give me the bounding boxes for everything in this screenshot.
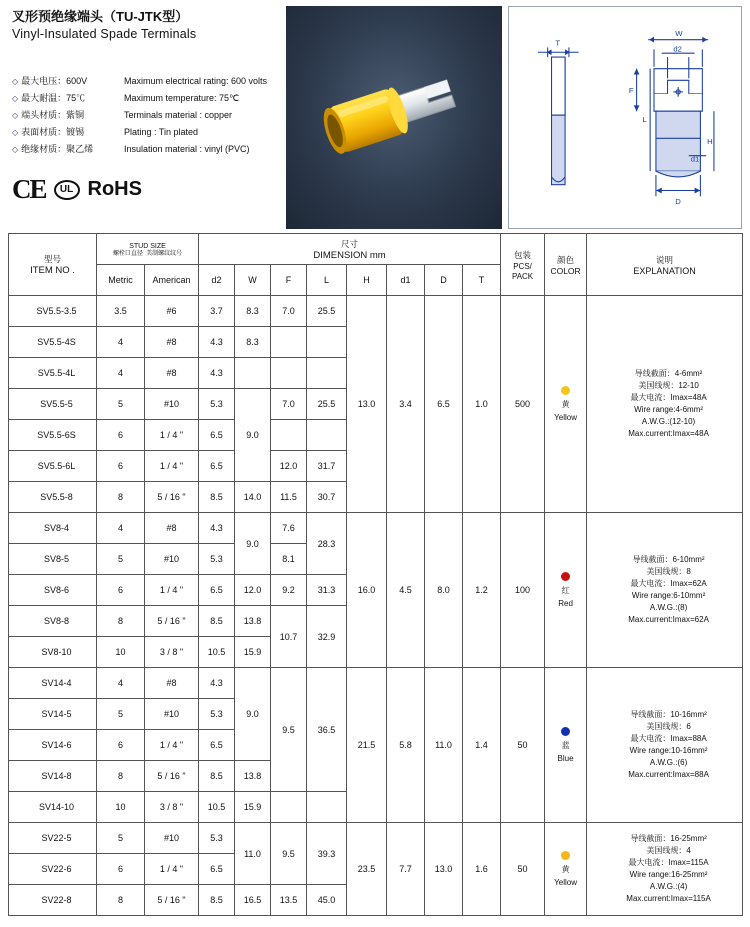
- cell-l: [307, 358, 347, 389]
- cell-american: #8: [145, 668, 199, 699]
- spec-label-en: Plating : Tin plated: [124, 127, 199, 137]
- cell-american: 1 / 4 ": [145, 451, 199, 482]
- cell-d2: 8.5: [199, 482, 235, 513]
- cell-item-no: SV14-10: [9, 792, 97, 823]
- cell-item-no: SV8-10: [9, 637, 97, 668]
- spec-label-cn: ◇ 绝缘材质：聚乙烯: [12, 144, 94, 154]
- cell-w: [235, 358, 271, 389]
- cell-f: [271, 792, 307, 823]
- color-label-en: Blue: [557, 753, 574, 763]
- cell-color: [545, 296, 587, 513]
- cell-f: 10.7: [271, 606, 307, 668]
- cell-color: [545, 668, 587, 823]
- cell-t: 1.4: [463, 668, 501, 823]
- cell-item-no: SV5.5-8: [9, 482, 97, 513]
- cell-d2: 8.5: [199, 606, 235, 637]
- cell-item-no: SV5.5-6S: [9, 420, 97, 451]
- cell-item-no: SV5.5-6L: [9, 451, 97, 482]
- color-label-en: Yellow: [554, 412, 577, 422]
- cell-f: [271, 327, 307, 358]
- cell-f: 13.5: [271, 885, 307, 916]
- cell-metric: 6: [97, 451, 145, 482]
- cell-american: #10: [145, 544, 199, 575]
- table-header: [9, 234, 743, 296]
- cell-d2: 5.3: [199, 544, 235, 575]
- spec-row: [12, 141, 280, 158]
- cell-american: 1 / 4 ": [145, 575, 199, 606]
- cell-d: 13.0: [425, 823, 463, 916]
- cell-l: 32.9: [307, 606, 347, 668]
- spec-label-en: Terminals material : copper: [124, 110, 233, 120]
- cell-h: 16.0: [347, 513, 387, 668]
- cell-d2: 4.3: [199, 668, 235, 699]
- cell-american: 5 / 16 ": [145, 482, 199, 513]
- cell-metric: 4: [97, 513, 145, 544]
- cell-f: [271, 420, 307, 451]
- cell-metric: 6: [97, 854, 145, 885]
- cell-d2: 3.7: [199, 296, 235, 327]
- bullet-icon: ◇: [12, 94, 19, 103]
- cell-f: 12.0: [271, 451, 307, 482]
- cell-item-no: SV14-4: [9, 668, 97, 699]
- table-body: [9, 296, 743, 916]
- spec-row: [12, 73, 280, 90]
- spec-label-cn: ◇ 最大电压：600V: [12, 76, 88, 86]
- color-swatch-icon: [561, 851, 570, 860]
- header-h: H: [347, 265, 387, 296]
- cell-metric: 3.5: [97, 296, 145, 327]
- header-t: T: [463, 265, 501, 296]
- cell-l: 45.0: [307, 885, 347, 916]
- cell-color: [545, 513, 587, 668]
- technical-drawing: [508, 6, 742, 229]
- cell-l: [307, 792, 347, 823]
- cell-d2: 5.3: [199, 699, 235, 730]
- cell-d2: 6.5: [199, 854, 235, 885]
- color-label-cn: 黄: [561, 399, 570, 409]
- bullet-icon: ◇: [12, 128, 19, 137]
- cell-w: 15.9: [235, 637, 271, 668]
- label-L: L: [642, 114, 647, 124]
- cell-l: 25.5: [307, 389, 347, 420]
- cell-w: 13.8: [235, 606, 271, 637]
- cell-american: #8: [145, 327, 199, 358]
- color-label-cn: 黄: [561, 864, 570, 874]
- cell-item-no: SV8-5: [9, 544, 97, 575]
- header-section: [0, 0, 750, 233]
- cell-item-no: SV14-8: [9, 761, 97, 792]
- cell-d: 8.0: [425, 513, 463, 668]
- label-D: D: [675, 197, 681, 207]
- cell-h: 13.0: [347, 296, 387, 513]
- cell-w: 8.3: [235, 327, 271, 358]
- cell-f: 9.5: [271, 823, 307, 885]
- cell-american: #10: [145, 823, 199, 854]
- color-swatch-icon: [561, 727, 570, 736]
- header-item-no: 型号 ITEM NO .: [9, 234, 97, 296]
- cell-item-no: SV8-6: [9, 575, 97, 606]
- cell-w: 8.3: [235, 296, 271, 327]
- cell-t: 1.2: [463, 513, 501, 668]
- cell-item-no: SV5.5-4S: [9, 327, 97, 358]
- cell-d2: 5.3: [199, 823, 235, 854]
- cell-pack: 500: [501, 296, 545, 513]
- cell-d2: 5.3: [199, 389, 235, 420]
- cell-t: 1.0: [463, 296, 501, 513]
- spade-terminal-photo-illustration: [286, 6, 502, 229]
- cell-d2: 6.5: [199, 451, 235, 482]
- label-F: F: [628, 85, 634, 95]
- cell-item-no: SV8-4: [9, 513, 97, 544]
- cell-f: 9.2: [271, 575, 307, 606]
- color-swatch-icon: [561, 572, 570, 581]
- ce-mark-icon: CE: [12, 174, 46, 204]
- cell-d2: 10.5: [199, 792, 235, 823]
- cell-d2: 6.5: [199, 730, 235, 761]
- cell-metric: 8: [97, 885, 145, 916]
- cell-american: #8: [145, 358, 199, 389]
- cell-metric: 5: [97, 389, 145, 420]
- cell-metric: 6: [97, 730, 145, 761]
- cell-item-no: SV5.5-5: [9, 389, 97, 420]
- cell-h: 21.5: [347, 668, 387, 823]
- cell-metric: 8: [97, 761, 145, 792]
- cell-l: 39.3: [307, 823, 347, 885]
- cell-d2: 4.3: [199, 327, 235, 358]
- spec-label-cn: ◇ 表面材质：镀锡: [12, 127, 85, 137]
- specification-table: [8, 233, 743, 916]
- cell-w: 15.9: [235, 792, 271, 823]
- cell-item-no: SV22-8: [9, 885, 97, 916]
- product-info: [8, 6, 280, 229]
- cell-item-no: SV22-5: [9, 823, 97, 854]
- cell-w: 9.0: [235, 513, 271, 575]
- cell-item-no: SV14-6: [9, 730, 97, 761]
- cell-metric: 4: [97, 358, 145, 389]
- color-label-en: Red: [558, 598, 573, 608]
- certification-marks: [12, 174, 280, 205]
- page-title-en: Vinyl-Insulated Spade Terminals: [12, 27, 197, 41]
- cell-l: 36.5: [307, 668, 347, 792]
- cell-d2: 8.5: [199, 885, 235, 916]
- cell-d2: 10.5: [199, 637, 235, 668]
- cell-l: 31.3: [307, 575, 347, 606]
- cell-american: #6: [145, 296, 199, 327]
- cell-d: 11.0: [425, 668, 463, 823]
- cell-d2: 4.3: [199, 513, 235, 544]
- label-W: W: [675, 28, 683, 38]
- cell-f: 8.1: [271, 544, 307, 575]
- cell-pack: 50: [501, 668, 545, 823]
- cell-d: 6.5: [425, 296, 463, 513]
- cell-h: 23.5: [347, 823, 387, 916]
- cell-d1: 3.4: [387, 296, 425, 513]
- cell-d2: 4.3: [199, 358, 235, 389]
- cell-color: [545, 823, 587, 916]
- cell-american: 1 / 4 ": [145, 854, 199, 885]
- specification-table-wrap: [0, 233, 750, 916]
- cell-american: 5 / 16 ": [145, 761, 199, 792]
- label-d2: d2: [673, 44, 682, 54]
- page-title-cn: 叉形预绝缘端头（TU-JTK型）: [12, 9, 189, 24]
- cell-metric: 6: [97, 420, 145, 451]
- cell-l: 30.7: [307, 482, 347, 513]
- cell-american: 5 / 16 ": [145, 885, 199, 916]
- spec-label-cn: ◇ 最大耐温：75℃: [12, 93, 86, 103]
- cell-w: 16.5: [235, 885, 271, 916]
- cell-l: 28.3: [307, 513, 347, 575]
- dimension-drawing: [509, 7, 741, 228]
- cell-w: 11.0: [235, 823, 271, 885]
- spec-label-en: Maximum electrical rating: 600 volts: [124, 76, 268, 86]
- label-T: T: [555, 38, 561, 48]
- cell-metric: 5: [97, 544, 145, 575]
- header-d: D: [425, 265, 463, 296]
- cell-f: 7.0: [271, 389, 307, 420]
- cell-f: 9.5: [271, 668, 307, 792]
- cell-explanation: 导线截面：16-25mm² 美国线规：4 最大电流：Imax=115A Wire range:16-25mm² A.W.G.:(4) Max.current:Imax=115A: [587, 823, 743, 916]
- color-label-en: Yellow: [554, 877, 577, 887]
- cell-metric: 6: [97, 575, 145, 606]
- cell-w: 12.0: [235, 575, 271, 606]
- table-row: [9, 296, 743, 327]
- cell-w: 9.0: [235, 668, 271, 761]
- header-row-1: [9, 234, 743, 265]
- cell-explanation: 导线截面：4-6mm² 美国线规：12-10 最大电流：Imax=48A Wire range:4-6mm² A.W.G.:(12-10) Max.current:Imax=48A: [587, 296, 743, 513]
- cell-metric: 8: [97, 606, 145, 637]
- cell-metric: 4: [97, 668, 145, 699]
- cell-american: 1 / 4 ": [145, 730, 199, 761]
- table-row: [9, 823, 743, 854]
- header-f: F: [271, 265, 307, 296]
- cell-d2: 6.5: [199, 420, 235, 451]
- cell-pack: 100: [501, 513, 545, 668]
- cell-metric: 4: [97, 327, 145, 358]
- product-photo: [286, 6, 502, 229]
- cell-pack: 50: [501, 823, 545, 916]
- cell-american: 3 / 8 ": [145, 637, 199, 668]
- header-explanation: 说明 EXPLANATION: [587, 234, 743, 296]
- cell-explanation: 导线截面：10-16mm² 美国线规：6 最大电流：Imax=88A Wire range:10-16mm² A.W.G.:(6) Max.current:Imax=88A: [587, 668, 743, 823]
- label-d1: d1: [690, 154, 700, 164]
- header-l: L: [307, 265, 347, 296]
- cell-metric: 10: [97, 792, 145, 823]
- cell-item-no: SV14-5: [9, 699, 97, 730]
- cell-explanation: 导线截面：6-10mm² 美国线规：8 最大电流：Imax=62A Wire range:6-10mm² A.W.G.:(8) Max.current:Imax=62A: [587, 513, 743, 668]
- header-dimension: 尺寸 DIMENSION mm: [199, 234, 501, 265]
- cell-w: 9.0: [235, 389, 271, 482]
- cell-f: 11.5: [271, 482, 307, 513]
- cell-american: 3 / 8 ": [145, 792, 199, 823]
- cell-item-no: SV5.5-3.5: [9, 296, 97, 327]
- bullet-icon: ◇: [12, 145, 19, 154]
- cell-american: 5 / 16 ": [145, 606, 199, 637]
- cell-t: 1.6: [463, 823, 501, 916]
- header-d2: d2: [199, 265, 235, 296]
- spec-row: [12, 124, 280, 141]
- header-w: W: [235, 265, 271, 296]
- cell-w: 13.8: [235, 761, 271, 792]
- cell-l: [307, 327, 347, 358]
- cell-f: [271, 358, 307, 389]
- cell-american: 1 / 4 ": [145, 420, 199, 451]
- spec-list: [12, 73, 280, 158]
- cell-metric: 5: [97, 699, 145, 730]
- rohs-mark-icon: RoHS: [87, 178, 142, 200]
- table-row: [9, 668, 743, 699]
- header-american: American: [145, 265, 199, 296]
- cell-l: 25.5: [307, 296, 347, 327]
- spec-row: [12, 107, 280, 124]
- color-label-cn: 红: [561, 585, 570, 595]
- cell-d2: 6.5: [199, 575, 235, 606]
- cell-metric: 5: [97, 823, 145, 854]
- cell-l: [307, 420, 347, 451]
- cell-d1: 4.5: [387, 513, 425, 668]
- bullet-icon: ◇: [12, 111, 19, 120]
- bullet-icon: ◇: [12, 77, 19, 86]
- spec-label-cn: ◇ 端头材质：紫铜: [12, 110, 85, 120]
- color-swatch-icon: [561, 386, 570, 395]
- cell-metric: 8: [97, 482, 145, 513]
- cell-d2: 8.5: [199, 761, 235, 792]
- header-pack: 包装 PCS/ PACK: [501, 234, 545, 296]
- cell-item-no: SV8-8: [9, 606, 97, 637]
- header-d1: d1: [387, 265, 425, 296]
- spec-label-en: Insulation material : vinyl (PVC): [124, 144, 250, 154]
- spec-label-en: Maximum temperature: 75℃: [124, 93, 240, 103]
- cell-f: 7.0: [271, 296, 307, 327]
- cell-item-no: SV22-6: [9, 854, 97, 885]
- cell-american: #10: [145, 389, 199, 420]
- cell-d1: 7.7: [387, 823, 425, 916]
- label-H: H: [707, 137, 713, 147]
- ul-mark-icon: UL: [54, 180, 80, 200]
- header-stud-size: STUD SIZE 螺栓口直径 美制螺纹纹号: [97, 234, 199, 265]
- table-row: [9, 513, 743, 544]
- cell-f: 7.6: [271, 513, 307, 544]
- header-metric: Metric: [97, 265, 145, 296]
- cell-l: 31.7: [307, 451, 347, 482]
- cell-d1: 5.8: [387, 668, 425, 823]
- spec-row: [12, 90, 280, 107]
- color-label-cn: 蓝: [561, 740, 570, 750]
- cell-metric: 10: [97, 637, 145, 668]
- cell-american: #10: [145, 699, 199, 730]
- cell-american: #8: [145, 513, 199, 544]
- cell-w: 14.0: [235, 482, 271, 513]
- cell-item-no: SV5.5-4L: [9, 358, 97, 389]
- header-color: 颜色 COLOR: [545, 234, 587, 296]
